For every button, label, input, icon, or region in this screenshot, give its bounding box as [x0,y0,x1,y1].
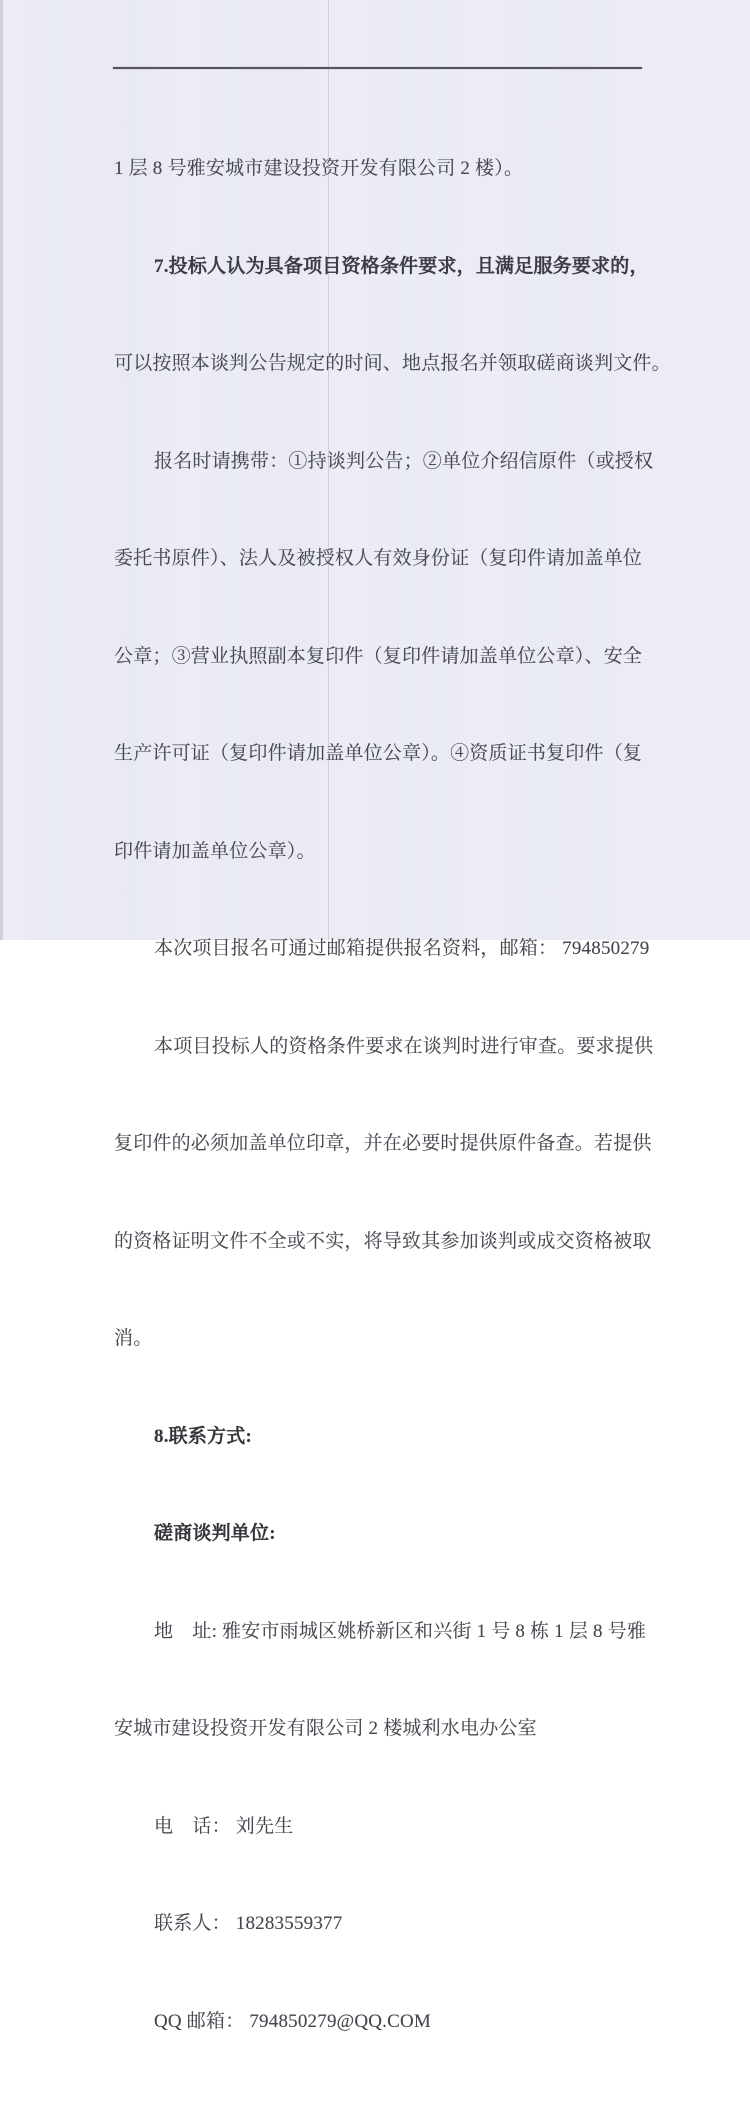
scan-left-edge-shadow [0,0,3,940]
text-line: 复印件的必须加盖单位印章，并在必要时提供原件备查。若提供 [114,1133,652,1154]
document-body-text [114,88,671,2103]
text-line: 本项目投标人的资格条件要求在谈判时进行审查。要求提供 [154,1035,654,1057]
address-line-continued: 安城市建设投资开发有限公司 2 楼城利水电办公室 [114,1718,537,1739]
contact-section-heading: 8.联系方式: [154,1425,252,1447]
text-line: 委托书原件）、法人及被授权人有效身份证（复印件请加盖单位 [114,548,643,569]
contact-person-line: 联系人： 18283559377 [154,1913,343,1934]
text-line: 消。 [114,1328,153,1349]
text-line: 公章；③营业执照副本复印件（复印件请加盖单位公章）、安全 [114,645,643,667]
text-line: 报名时请携带：①持谈判公告；②单位介绍信原件（或授权 [154,450,654,472]
negotiation-unit-heading: 磋商谈判单位: [154,1523,276,1544]
text-line: 印件请加盖单位公章）。 [114,840,316,862]
item-7-heading-line: 7.投标人认为具备项目资格条件要求，且满足服务要求的， [154,255,649,277]
header-separator-line [113,67,642,69]
qq-email-line: QQ 邮箱： 794850279@QQ.COM [154,2010,432,2032]
phone-line: 电 话： 刘先生 [154,1815,294,1837]
text-line: 1 层 8 号雅安城市建设投资开发有限公司 2 楼）。 [114,158,524,179]
address-line: 地 址: 雅安市雨城区姚桥新区和兴街 1 号 8 栋 1 层 8 号雅 [154,1620,647,1642]
text-line: 的资格证明文件不全或不实，将导致其参加谈判或成交资格被取 [114,1230,652,1252]
text-line: 生产许可证（复印件请加盖单位公章）。④资质证书复印件（复 [114,743,643,764]
text-line: 可以按照本谈判公告规定的时间、地点报名并领取磋商谈判文件。 [114,353,671,374]
signup-email-line: 本次项目报名可通过邮箱提供报名资料，邮箱： 794850279 [154,938,650,959]
